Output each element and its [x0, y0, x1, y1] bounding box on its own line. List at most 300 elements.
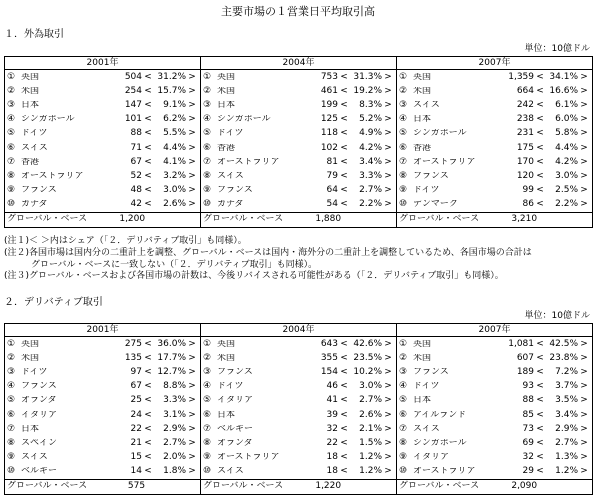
rank: ⑧ — [203, 170, 212, 181]
share-close-bracket: > — [188, 128, 196, 139]
volume-value: 102 — [320, 142, 338, 153]
market-entry — [7, 87, 198, 96]
total-entry — [399, 482, 590, 491]
market-cell — [201, 127, 397, 141]
market-cell — [397, 155, 593, 169]
share-open-bracket: < — [536, 99, 544, 110]
year-header: 2004年 — [201, 324, 397, 337]
rank: ⑨ — [399, 452, 408, 463]
total-cell — [201, 479, 397, 494]
market-entry — [7, 200, 198, 209]
market-cell — [201, 169, 397, 183]
market-name: スイス — [413, 100, 440, 110]
market-cell — [397, 408, 593, 422]
notes-block — [4, 237, 532, 284]
market-entry — [203, 129, 394, 138]
year-header: 2001年 — [5, 324, 201, 337]
share-percent: 6.2% — [163, 114, 186, 125]
market-cell — [201, 380, 397, 394]
rank: ⑤ — [7, 128, 16, 139]
total-value: 1,880 — [315, 214, 342, 225]
share-close-bracket: > — [384, 156, 392, 167]
volume-value: 67 — [130, 156, 142, 167]
share-close-bracket: > — [580, 409, 588, 420]
market-entry — [203, 101, 394, 110]
rank: ⑥ — [203, 409, 212, 420]
share-percent: 6.0% — [555, 114, 578, 125]
market-entry — [7, 73, 198, 82]
market-entry — [203, 439, 394, 448]
market-entry — [7, 411, 198, 420]
share-percent: 8.8% — [163, 381, 186, 392]
volume-value: 154 — [320, 366, 338, 377]
market-cell — [5, 436, 201, 450]
market-cell — [5, 113, 201, 127]
share-open-bracket: < — [144, 99, 152, 110]
rank: ⑤ — [203, 395, 212, 406]
market-name: スイス — [217, 171, 244, 181]
share-open-bracket: < — [340, 452, 348, 463]
share-percent: 1.2% — [555, 466, 578, 477]
share-open-bracket: < — [340, 114, 348, 125]
share-close-bracket: > — [188, 409, 196, 420]
share-open-bracket: < — [340, 423, 348, 434]
market-cell — [201, 155, 397, 169]
volume-value: 15 — [130, 452, 142, 463]
market-cell — [397, 127, 593, 141]
rank: ① — [399, 338, 408, 349]
table-row — [5, 84, 593, 98]
share-close-bracket: > — [384, 395, 392, 406]
table-row — [5, 127, 593, 141]
rank: ⑧ — [203, 437, 212, 448]
market-name: カナダ — [217, 200, 244, 210]
rank: ⑨ — [7, 185, 16, 196]
rank: ⑦ — [7, 423, 16, 434]
rank: ⑦ — [399, 423, 408, 434]
share-percent: 4.1% — [163, 156, 186, 167]
market-cell — [201, 70, 397, 85]
share-percent: 3.3% — [359, 170, 382, 181]
market-cell — [397, 337, 593, 352]
rank: ⑨ — [399, 185, 408, 196]
share-percent: 2.7% — [359, 395, 382, 406]
rank: ⑥ — [203, 142, 212, 153]
share-percent: 23.5% — [353, 352, 382, 363]
share-percent: 3.1% — [163, 409, 186, 420]
market-entry — [7, 129, 198, 138]
share-open-bracket: < — [536, 185, 544, 196]
market-entry — [399, 172, 590, 181]
share-percent: 2.6% — [163, 199, 186, 210]
share-percent: 4.2% — [555, 156, 578, 167]
market-entry — [203, 200, 394, 209]
table-row — [5, 365, 593, 379]
note-line: (注１)＜ ＞内はシェア（「２．デリバティブ取引」も同様）。 — [4, 236, 247, 246]
market-entry — [7, 186, 198, 195]
market-name: 英国 — [413, 339, 432, 349]
share-percent: 6.1% — [555, 99, 578, 110]
market-entry — [7, 144, 198, 153]
market-entry — [7, 354, 198, 363]
fx-volume-table — [4, 56, 593, 228]
market-cell — [201, 422, 397, 436]
share-close-bracket: > — [384, 409, 392, 420]
share-close-bracket: > — [384, 423, 392, 434]
volume-value: 39 — [326, 409, 338, 420]
table-row — [5, 380, 593, 394]
market-name: 日本 — [217, 410, 236, 420]
share-open-bracket: < — [340, 85, 348, 96]
market-entry — [399, 186, 590, 195]
market-name: オーストラリア — [217, 453, 280, 463]
market-entry — [7, 340, 198, 349]
market-cell — [201, 436, 397, 450]
share-open-bracket: < — [536, 452, 544, 463]
volume-value: 67 — [130, 381, 142, 392]
share-percent: 3.2% — [163, 170, 186, 181]
market-name: アイルランド — [413, 410, 467, 420]
total-entry — [203, 215, 394, 224]
share-close-bracket: > — [580, 85, 588, 96]
share-close-bracket: > — [580, 142, 588, 153]
share-open-bracket: < — [340, 142, 348, 153]
share-percent: 19.2% — [353, 85, 382, 96]
share-open-bracket: < — [536, 366, 544, 377]
market-cell — [201, 351, 397, 365]
volume-value: 71 — [130, 142, 142, 153]
market-name: スイス — [413, 424, 440, 434]
market-cell — [397, 436, 593, 450]
volume-value: 22 — [130, 423, 142, 434]
volume-value: 42 — [130, 199, 142, 210]
rank: ③ — [203, 99, 212, 110]
share-close-bracket: > — [188, 381, 196, 392]
market-cell — [5, 465, 201, 480]
share-percent: 1.5% — [359, 437, 382, 448]
volume-value: 99 — [522, 185, 534, 196]
share-close-bracket: > — [188, 466, 196, 477]
year-header: 2007年 — [397, 57, 593, 70]
share-close-bracket: > — [580, 452, 588, 463]
market-entry — [203, 453, 394, 462]
rank: ④ — [7, 114, 16, 125]
share-open-bracket: < — [536, 395, 544, 406]
share-open-bracket: < — [340, 199, 348, 210]
volume-value: 238 — [516, 114, 534, 125]
market-entry — [399, 467, 590, 476]
share-open-bracket: < — [144, 395, 152, 406]
volume-value: 88 — [522, 395, 534, 406]
share-open-bracket: < — [144, 85, 152, 96]
volume-value: 504 — [124, 71, 142, 82]
share-open-bracket: < — [340, 395, 348, 406]
share-open-bracket: < — [536, 199, 544, 210]
share-percent: 36.0% — [157, 338, 186, 349]
table-row — [5, 422, 593, 436]
share-percent: 4.9% — [359, 128, 382, 139]
share-open-bracket: < — [144, 156, 152, 167]
share-percent: 2.2% — [555, 199, 578, 210]
share-percent: 31.3% — [353, 71, 382, 82]
rank: ⑥ — [399, 409, 408, 420]
market-name: シンガポール — [217, 115, 271, 125]
volume-value: 14 — [130, 466, 142, 477]
market-entry — [399, 200, 590, 209]
share-close-bracket: > — [384, 71, 392, 82]
share-percent: 42.6% — [353, 338, 382, 349]
share-percent: 3.0% — [359, 381, 382, 392]
share-close-bracket: > — [384, 338, 392, 349]
share-close-bracket: > — [384, 99, 392, 110]
market-cell — [397, 465, 593, 480]
market-name: 香港 — [21, 157, 40, 167]
share-percent: 1.2% — [359, 452, 382, 463]
volume-value: 48 — [130, 185, 142, 196]
rank: ⑧ — [7, 437, 16, 448]
volume-value: 120 — [516, 170, 534, 181]
rank: ③ — [7, 99, 16, 110]
market-cell — [397, 365, 593, 379]
market-entry — [203, 144, 394, 153]
share-open-bracket: < — [144, 71, 152, 82]
share-percent: 4.4% — [555, 142, 578, 153]
share-percent: 4.2% — [359, 142, 382, 153]
volume-value: 355 — [320, 352, 338, 363]
share-close-bracket: > — [580, 128, 588, 139]
share-open-bracket: < — [144, 409, 152, 420]
volume-value: 1,359 — [508, 71, 534, 82]
volume-value: 97 — [130, 366, 142, 377]
volume-value: 18 — [326, 452, 338, 463]
market-name: 日本 — [217, 100, 236, 110]
market-name: 米国 — [413, 353, 432, 363]
market-entry — [399, 101, 590, 110]
table-row — [5, 351, 593, 365]
total-row — [5, 212, 593, 227]
total-label: グローバル・ベース — [399, 481, 480, 492]
share-open-bracket: < — [144, 199, 152, 210]
market-cell — [5, 141, 201, 155]
share-close-bracket: > — [580, 156, 588, 167]
market-entry — [399, 368, 590, 377]
market-entry — [399, 129, 590, 138]
share-percent: 23.8% — [549, 352, 578, 363]
volume-value: 73 — [522, 423, 534, 434]
market-entry — [399, 411, 590, 420]
share-percent: 1.3% — [555, 452, 578, 463]
market-name: フランス — [21, 186, 57, 196]
table-row — [5, 465, 593, 480]
rank: ⑧ — [399, 437, 408, 448]
market-cell — [201, 337, 397, 352]
total-entry — [203, 482, 394, 491]
share-percent: 2.1% — [359, 423, 382, 434]
market-entry — [203, 425, 394, 434]
market-name: 日本 — [21, 100, 40, 110]
volume-value: 135 — [124, 352, 142, 363]
market-name: オーストラリア — [413, 467, 476, 477]
share-open-bracket: < — [340, 99, 348, 110]
share-open-bracket: < — [536, 437, 544, 448]
share-open-bracket: < — [144, 452, 152, 463]
rank: ⑩ — [203, 199, 212, 210]
volume-value: 41 — [326, 395, 338, 406]
share-close-bracket: > — [580, 437, 588, 448]
share-close-bracket: > — [580, 338, 588, 349]
market-cell — [5, 451, 201, 465]
share-close-bracket: > — [188, 366, 196, 377]
market-entry — [399, 425, 590, 434]
share-close-bracket: > — [188, 395, 196, 406]
market-name: スイス — [21, 453, 48, 463]
market-name: スイス — [217, 467, 244, 477]
share-percent: 1.2% — [359, 466, 382, 477]
market-name: オランダ — [21, 396, 57, 406]
volume-value: 254 — [124, 85, 142, 96]
share-open-bracket: < — [340, 170, 348, 181]
market-name: 英国 — [21, 339, 40, 349]
rank: ⑨ — [203, 452, 212, 463]
market-cell — [5, 84, 201, 98]
volume-value: 88 — [130, 128, 142, 139]
volume-value: 81 — [326, 156, 338, 167]
note-line: (注３)グローバル・ベースおよび各国市場の計数は、今後リバイスされる可能性がある（「２．デリバティブ取引」も同様）。 — [4, 271, 504, 282]
share-percent: 3.7% — [555, 381, 578, 392]
year-header: 2004年 — [201, 57, 397, 70]
volume-value: 93 — [522, 381, 534, 392]
market-name: シンガポール — [413, 438, 467, 448]
market-name: オランダ — [217, 438, 253, 448]
total-cell — [397, 479, 593, 494]
market-name: スイス — [21, 143, 48, 153]
volume-value: 54 — [326, 199, 338, 210]
share-open-bracket: < — [340, 366, 348, 377]
market-entry — [7, 158, 198, 167]
share-percent: 17.7% — [157, 352, 186, 363]
share-open-bracket: < — [144, 170, 152, 181]
market-entry — [399, 340, 590, 349]
share-percent: 34.1% — [549, 71, 578, 82]
share-open-bracket: < — [536, 381, 544, 392]
section-heading-fx: １．外為取引 — [4, 29, 64, 40]
market-cell — [5, 351, 201, 365]
rank: ⑦ — [203, 156, 212, 167]
volume-value: 32 — [522, 452, 534, 463]
volume-value: 189 — [516, 366, 534, 377]
volume-value: 643 — [320, 338, 338, 349]
market-name: ドイツ — [413, 382, 440, 392]
market-entry — [7, 425, 198, 434]
total-cell — [201, 212, 397, 227]
market-name: ドイツ — [21, 129, 48, 139]
market-entry — [203, 158, 394, 167]
share-open-bracket: < — [340, 409, 348, 420]
share-close-bracket: > — [188, 142, 196, 153]
market-cell — [397, 113, 593, 127]
market-entry — [399, 87, 590, 96]
market-entry — [7, 396, 198, 405]
market-cell — [201, 408, 397, 422]
share-close-bracket: > — [580, 466, 588, 477]
volume-value: 25 — [130, 395, 142, 406]
total-value: 3,210 — [511, 214, 538, 225]
market-cell — [5, 365, 201, 379]
market-cell — [201, 365, 397, 379]
table-row — [5, 408, 593, 422]
market-name: フランス — [217, 367, 253, 377]
share-open-bracket: < — [144, 142, 152, 153]
market-cell — [397, 351, 593, 365]
total-cell — [397, 212, 593, 227]
market-cell — [5, 155, 201, 169]
share-close-bracket: > — [580, 352, 588, 363]
rank: ② — [399, 352, 408, 363]
market-name: イタリア — [217, 396, 254, 406]
market-cell — [201, 84, 397, 98]
total-label: グローバル・ベース — [203, 214, 284, 225]
rank: ③ — [203, 366, 212, 377]
total-label: グローバル・ベース — [203, 481, 284, 492]
market-cell — [201, 198, 397, 213]
share-open-bracket: < — [536, 338, 544, 349]
market-cell — [5, 394, 201, 408]
share-open-bracket: < — [340, 466, 348, 477]
table-row — [5, 98, 593, 112]
share-close-bracket: > — [188, 452, 196, 463]
share-open-bracket: < — [340, 156, 348, 167]
share-close-bracket: > — [188, 114, 196, 125]
volume-value: 29 — [522, 466, 534, 477]
total-cell — [5, 479, 201, 494]
market-entry — [203, 172, 394, 181]
share-close-bracket: > — [188, 71, 196, 82]
share-percent: 2.7% — [555, 437, 578, 448]
share-percent: 1.8% — [163, 466, 186, 477]
share-open-bracket: < — [144, 423, 152, 434]
rank: ④ — [203, 381, 212, 392]
share-close-bracket: > — [580, 366, 588, 377]
derivatives-volume-table — [4, 323, 593, 495]
share-close-bracket: > — [580, 71, 588, 82]
share-percent: 2.5% — [555, 185, 578, 196]
rank: ⑩ — [7, 199, 16, 210]
volume-value: 86 — [522, 199, 534, 210]
share-open-bracket: < — [536, 142, 544, 153]
total-cell — [5, 212, 201, 227]
market-name: ドイツ — [217, 382, 244, 392]
rank: ⑥ — [399, 142, 408, 153]
share-percent: 12.7% — [157, 366, 186, 377]
rank: ⑨ — [7, 452, 16, 463]
rank: ⑤ — [399, 395, 408, 406]
share-close-bracket: > — [188, 437, 196, 448]
share-close-bracket: > — [384, 114, 392, 125]
volume-value: 32 — [326, 423, 338, 434]
rank: ⑤ — [399, 128, 408, 139]
share-percent: 42.5% — [549, 338, 578, 349]
total-label: グローバル・ベース — [399, 214, 480, 225]
market-cell — [5, 127, 201, 141]
market-entry — [203, 354, 394, 363]
market-name: 英国 — [21, 72, 40, 82]
share-open-bracket: < — [144, 366, 152, 377]
table-row — [5, 155, 593, 169]
table-row — [5, 394, 593, 408]
volume-value: 607 — [516, 352, 534, 363]
share-percent: 2.6% — [359, 409, 382, 420]
share-close-bracket: > — [580, 395, 588, 406]
